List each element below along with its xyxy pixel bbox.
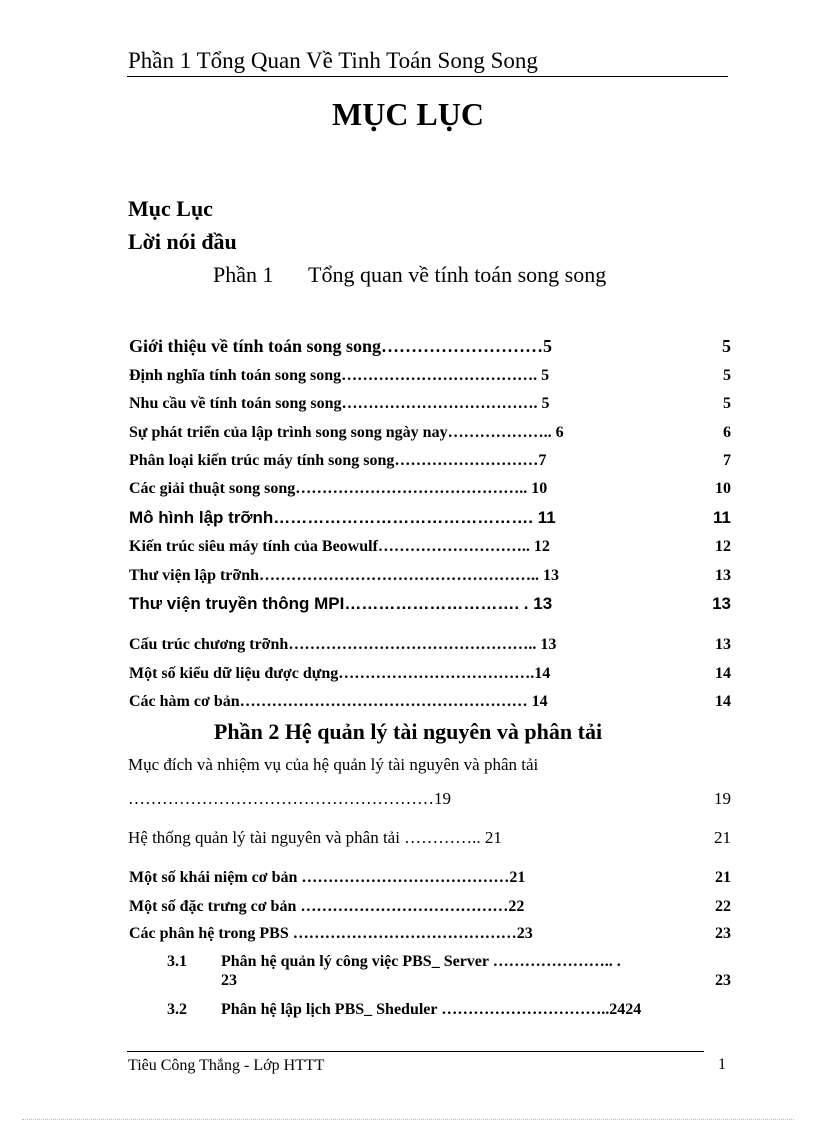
toc-entry[interactable]: Nhu cầu về tính toán song song………………………………. 5 xyxy=(129,395,550,412)
toc-entry[interactable]: Cấu trúc chương trỡnh……………………………………….. 13 xyxy=(129,636,557,653)
toc-entry[interactable]: Phân loại kiến trúc máy tính song song………………………7 xyxy=(129,452,547,469)
toc-entry[interactable]: Một số kiểu dữ liệu được dựng……………………………….14 xyxy=(129,665,551,682)
toc-entry[interactable]: Mục đích và nhiệm vụ của hệ quản lý tài nguyên và phân tải xyxy=(128,755,539,774)
toc-page-number: 12 xyxy=(715,538,731,555)
toc-entry[interactable]: Định nghĩa tính toán song song………………………………. 5 xyxy=(129,367,550,384)
toc-page-number: 13 xyxy=(715,636,731,653)
toc-entry[interactable]: Một số đặc trưng cơ bản …………………………………22 xyxy=(129,898,525,915)
toc-sub-number: 3.2 xyxy=(167,1001,187,1018)
toc-page-number: 14 xyxy=(715,665,731,682)
toc-entry[interactable]: Các giải thuật song song…………………………………….. 10 xyxy=(129,480,548,497)
toc-muc-luc: Mục Lục xyxy=(128,196,213,221)
page-edge-dotted-line xyxy=(22,1119,794,1120)
toc-page-number: 6 xyxy=(723,424,731,441)
toc-page-number: 10 xyxy=(715,480,731,497)
running-header: Phần 1 Tổng Quan Về Tinh Toán Song Song xyxy=(128,48,538,73)
part2-heading: Phần 2 Hệ quản lý tài nguyên và phân tải xyxy=(213,719,603,744)
toc-page-number: 14 xyxy=(715,693,731,710)
toc-entry-leader: ………………………………………………19 xyxy=(128,789,451,808)
toc-entry[interactable]: Kiến trúc siêu máy tính của Beowulf……………………….. 12 xyxy=(129,538,550,555)
toc-page-number: 13 xyxy=(712,594,731,613)
toc-page-number: 23 xyxy=(715,972,731,989)
toc-page-number: 22 xyxy=(715,898,731,915)
toc-entry[interactable]: Sự phát triển của lập trình song song ngày nay……………….. 6 xyxy=(129,424,564,441)
toc-entry[interactable]: Một số khái niệm cơ bản …………………………………21 xyxy=(129,869,526,886)
toc-entry[interactable]: Giới thiệu về tính toán song song………………………5 xyxy=(129,336,553,356)
toc-sub-entry[interactable]: Phân hệ quản lý công việc PBS_ Server ………………….. . xyxy=(221,953,621,970)
toc-entry[interactable]: Các hàm cơ bản……………………………………………… 14 xyxy=(129,693,548,710)
toc-page-number: 23 xyxy=(715,925,731,942)
footer-author: Tiêu Công Thắng - Lớp HTTT xyxy=(128,1057,325,1074)
toc-page-number: 21 xyxy=(715,869,731,886)
toc-page-number: 21 xyxy=(714,828,731,847)
toc-loi-noi-dau: Lời nói đầu xyxy=(128,229,237,254)
part1-label: Phần 1 xyxy=(213,262,274,287)
toc-page-number: 5 xyxy=(723,367,731,384)
footer-page-number: 1 xyxy=(718,1056,726,1073)
toc-entry[interactable]: Thư viện truyền thông MPI…………………………. . 13 xyxy=(129,594,553,613)
toc-entry[interactable]: Hệ thống quản lý tài nguyên và phân tải ………….. 21 xyxy=(128,828,502,847)
toc-sub-entry-cont: 23 xyxy=(221,972,237,989)
part1-title: Tổng quan về tính toán song song xyxy=(308,262,607,287)
toc-sub-entry[interactable]: Phân hệ lập lịch PBS_ Sheduler …………………………..2424 xyxy=(221,1001,642,1018)
toc-sub-number: 3.1 xyxy=(167,953,187,970)
toc-entry[interactable]: Các phân hệ trong PBS ……………………………………23 xyxy=(129,925,533,942)
toc-page-number: 11 xyxy=(713,508,731,527)
page-title: MỤC LỤC xyxy=(332,96,484,132)
footer-rule xyxy=(127,1051,704,1052)
toc-page-number: 5 xyxy=(723,395,731,412)
part1-heading xyxy=(213,262,606,288)
toc-page-number: 5 xyxy=(722,336,731,356)
toc-page-number: 13 xyxy=(715,567,731,584)
toc-entry[interactable]: Mô hình lập trỡnh………………………………………. 11 xyxy=(129,508,556,527)
toc-page-number: 19 xyxy=(714,789,731,808)
header-rule xyxy=(127,76,728,77)
toc-page-number: 7 xyxy=(723,452,731,469)
toc-entry[interactable]: Thư viện lập trỡnh…………………………………………….. 13 xyxy=(129,567,560,584)
